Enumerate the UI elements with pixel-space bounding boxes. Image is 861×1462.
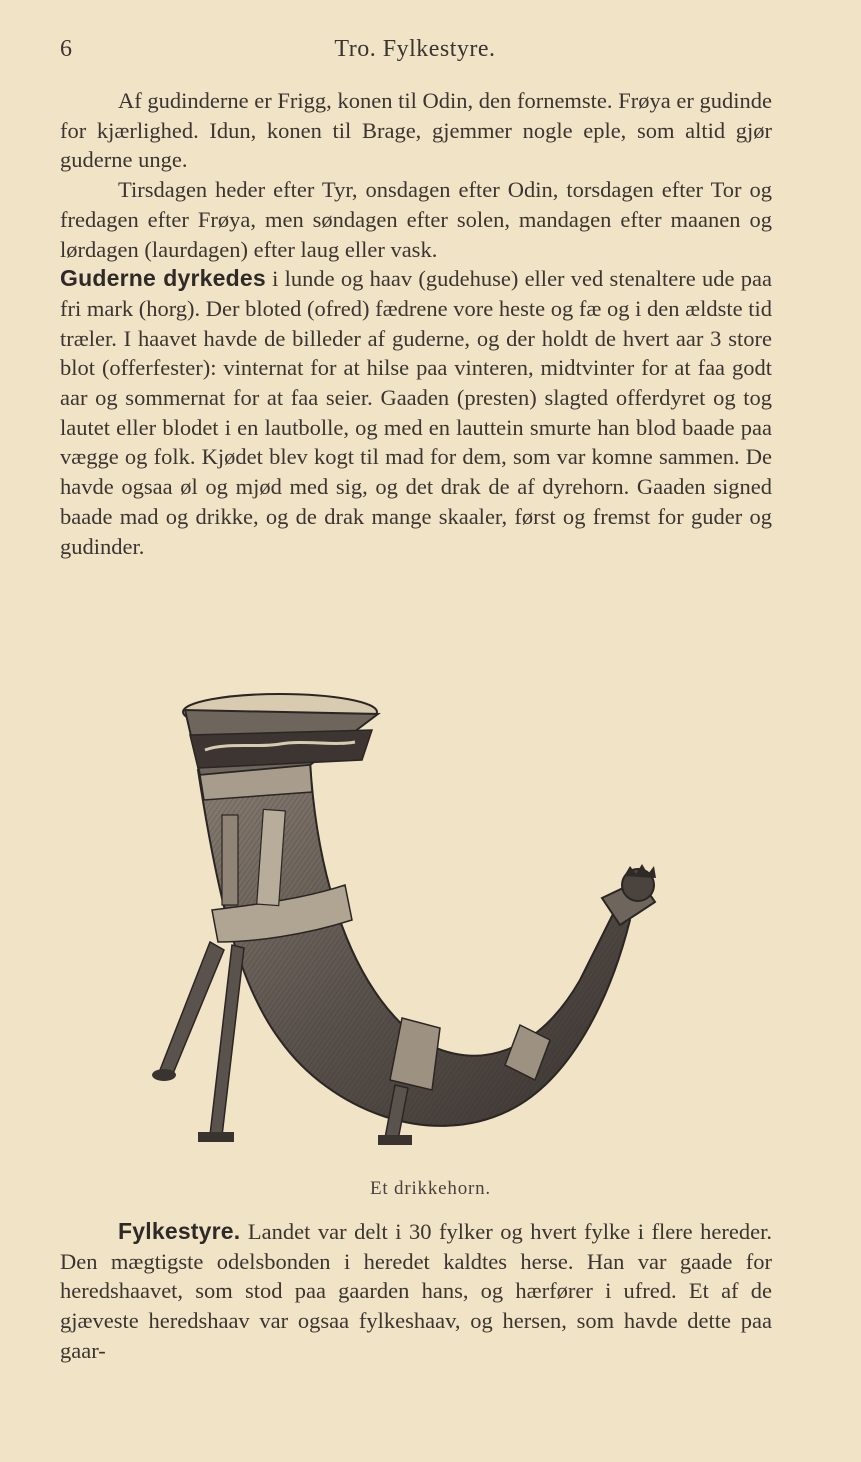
figure-caption: Et drikkehorn.	[370, 1178, 491, 1199]
paragraph-goddesses: Af gudinderne er Frigg, konen til Odin, den fornemste. Frøya er gudinde for kjærlighed. Idun, konen til Brage, gjemmer nogle eple, som altid gjør guderne unge.	[60, 88, 772, 173]
text-section-gods	[60, 86, 772, 561]
page-header	[60, 36, 770, 70]
section-heading-worship: Guderne dyrkedes	[60, 265, 266, 292]
section-heading-fylkestyre: Fylkestyre.	[118, 1218, 241, 1244]
paragraph-fylkestyre-text: Landet var delt i 30 fylker og hvert fylke i flere hereder. Den mægtigste odelsbonden i heredet kaldtes herse. Han var gaade for heredshaavet, som stod paa gaarden hans, og hærfører i ufred. Et af de gjæveste heredshaav var ogsaa fylkeshaav, og hersen, som havde dette paa gaar-	[60, 1219, 772, 1363]
drinking-horn-illustration	[140, 680, 680, 1150]
paragraph-weekdays: Tirsdagen heder efter Tyr, onsdagen efter Odin, torsdagen efter Tor og fredagen efter Frøya, men søndagen efter solen, mandagen efter maanen og lørdagen (laurdagen) efter laug eller vask.	[60, 177, 772, 262]
paragraph-worship-text: i lunde og haav (gudehuse) eller ved stenaltere ude paa fri mark (horg). Der bloted (ofred) fædrene vore heste og fæ og i den ældste tid træler. I haavet havde de billeder af guderne, og der holdt de hvert aar 3 store blot (offerfester): vinternat for at hilse paa vinteren, midtvinter for at faa godt aar og sommernat for at faa seier. Gaaden (presten) slagted offerdyret og tog lautet eller blodet i en lautbolle, og med en lauttein smurte han blod baade paa vægge og folk. Kjødet blev kogt til mad for dem, som var komne sammen. De havde ogsaa øl og mjød med sig, og det drak de af dyrehorn. Gaaden signed baade mad og drikke, og de drak mange skaaler, først og fremst for guder og gudinder.	[60, 266, 772, 559]
text-section-fylkestyre	[60, 1217, 772, 1366]
page-number: 6	[60, 36, 72, 62]
running-head: Tro. Fylkestyre.	[334, 36, 496, 62]
paragraph-fylkestyre	[60, 1217, 772, 1366]
paragraph-worship	[60, 264, 772, 561]
